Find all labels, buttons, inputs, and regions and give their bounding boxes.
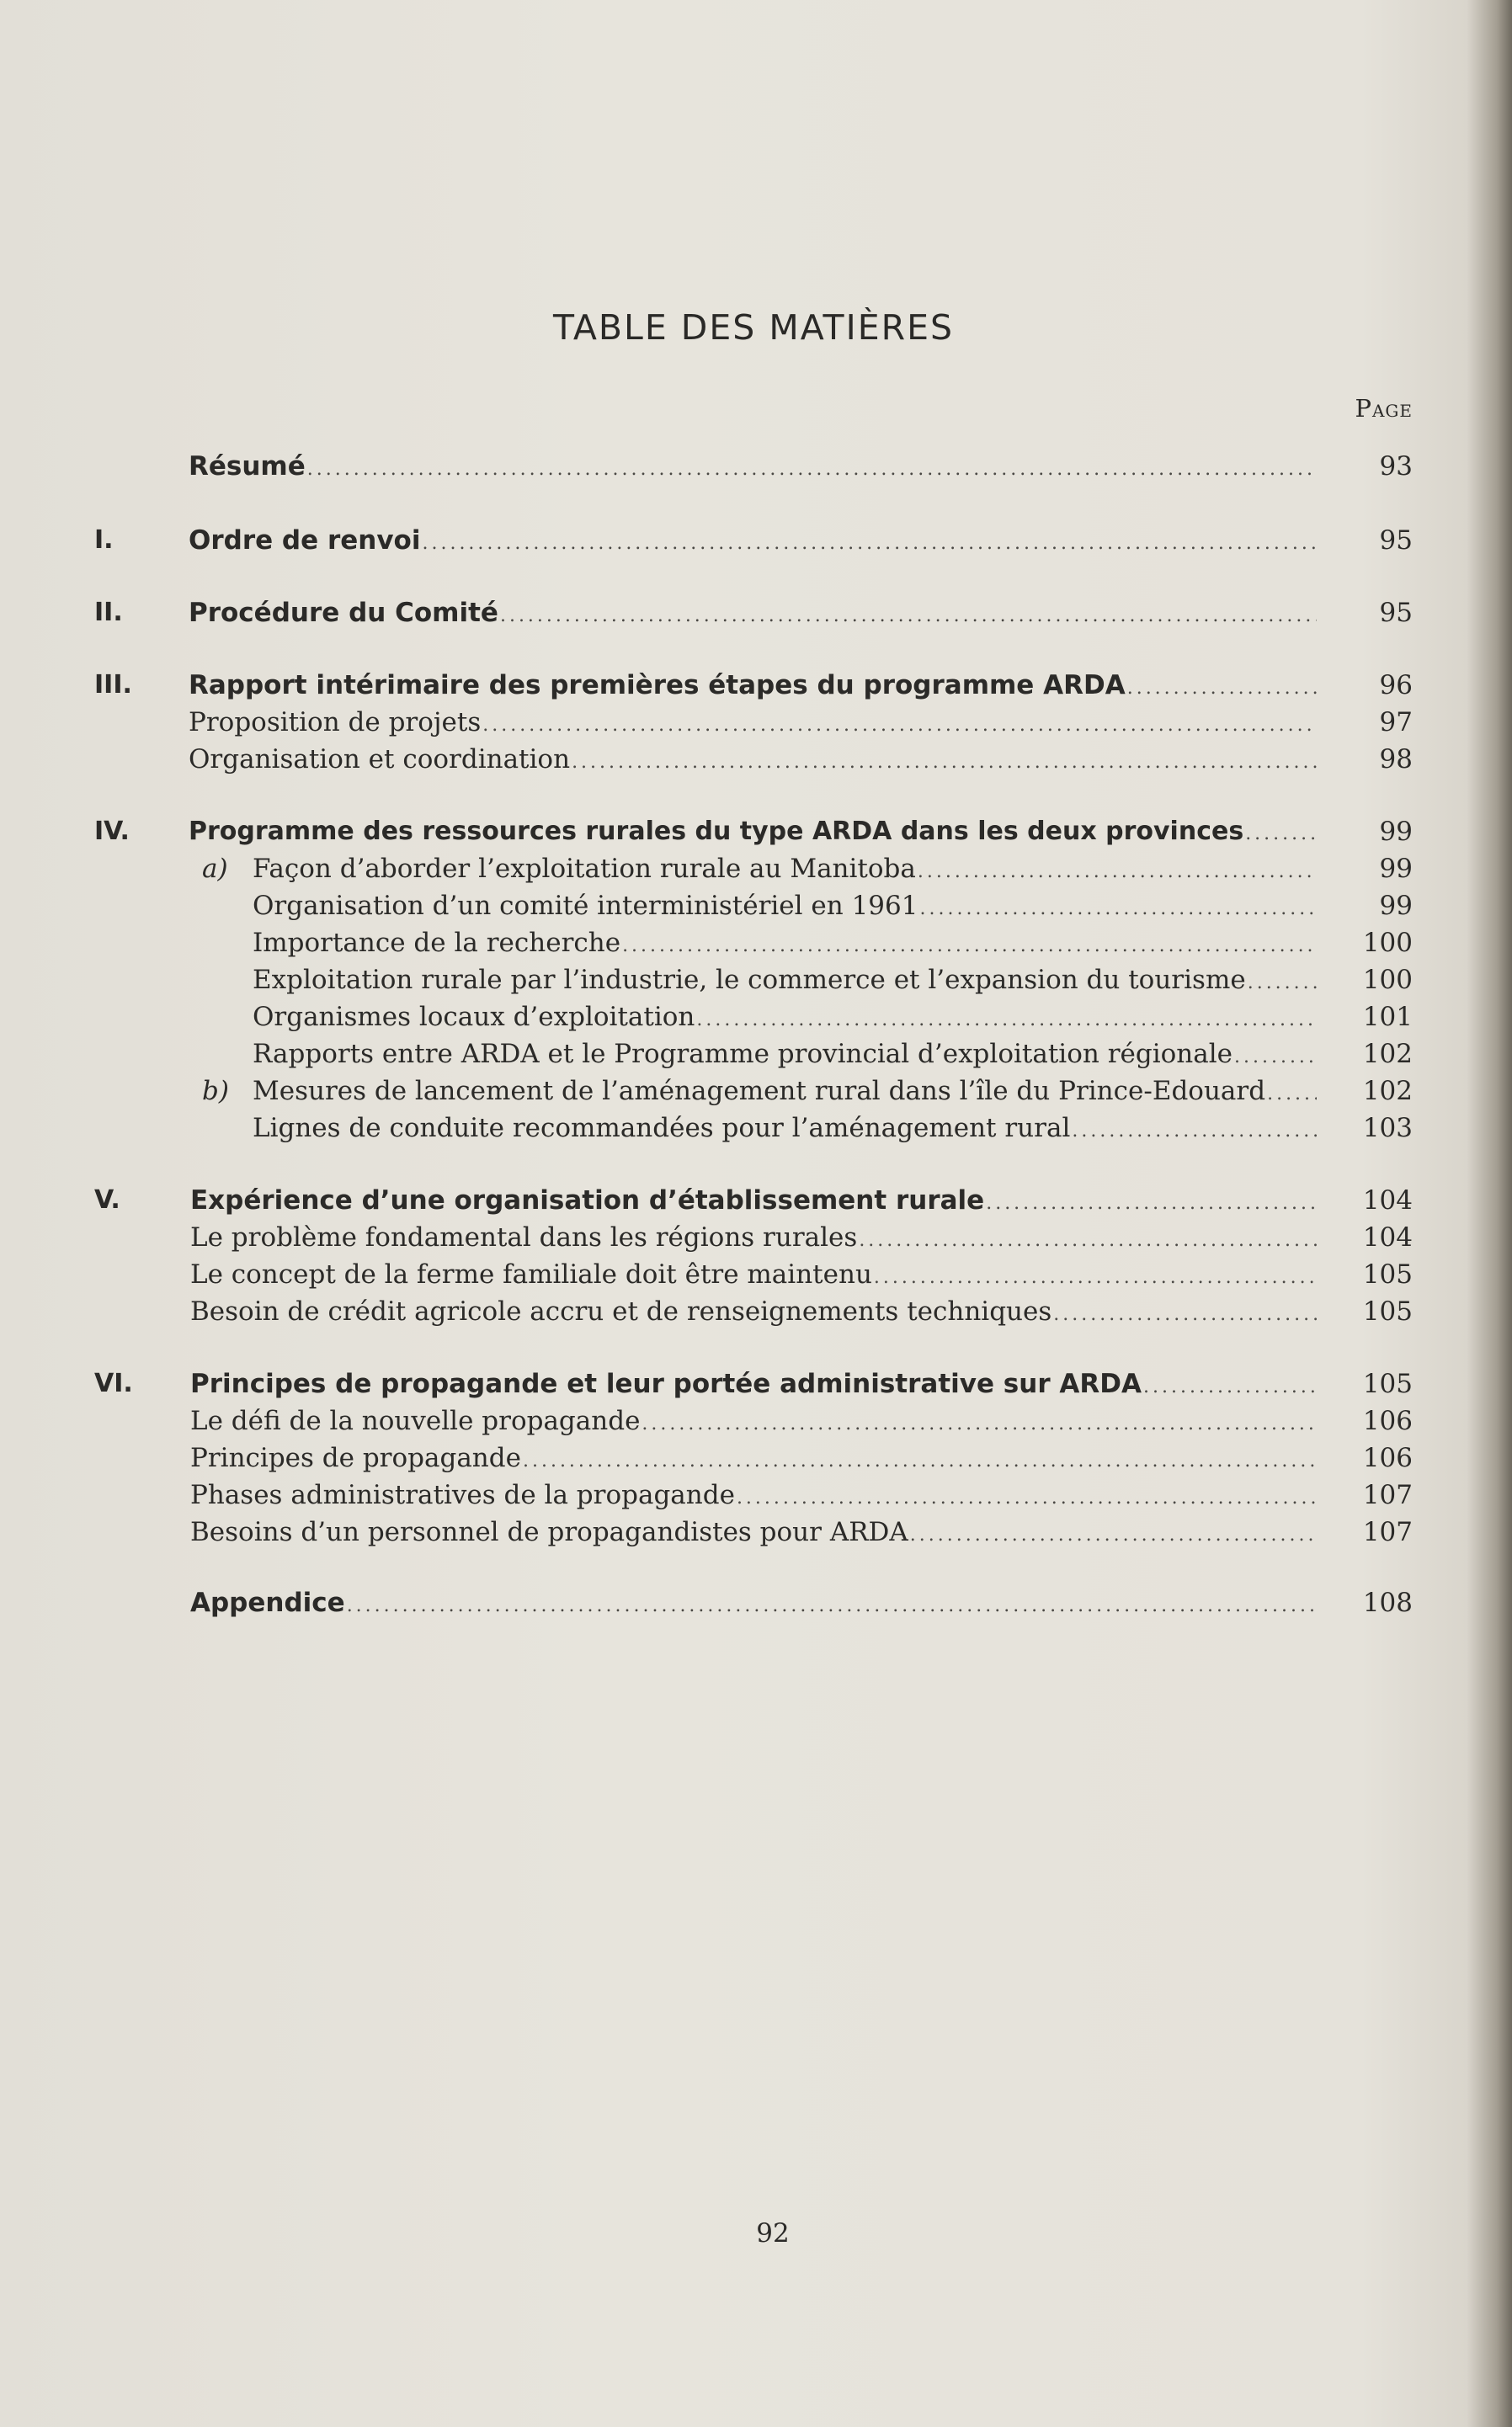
leader-dots [347, 1588, 1317, 1625]
toc-entry[interactable] [0, 1365, 1512, 1402]
toc-entry-label: Importance de la recherche [253, 928, 621, 958]
toc-entry-page: 99 [1379, 817, 1413, 847]
toc-entry[interactable] [0, 1110, 1512, 1147]
toc-entry[interactable] [0, 887, 1512, 924]
toc-entry-page: 105 [1362, 1369, 1413, 1399]
toc-entry-page: 99 [1379, 891, 1413, 921]
toc-entry[interactable] [0, 741, 1512, 778]
toc-entry-page: 99 [1379, 854, 1413, 884]
toc-entry[interactable] [0, 1293, 1512, 1330]
leader-dots [1053, 1296, 1317, 1333]
leader-dots [642, 1406, 1317, 1443]
leader-dots [307, 451, 1317, 488]
toc-entry-label: Le concept de la ferme familiale doit être maintenu [190, 1259, 872, 1290]
toc-entry-label: Besoins d’un personnel de propagandistes pour ARDA [190, 1517, 908, 1547]
toc-entry[interactable] [0, 1219, 1512, 1256]
toc-entry-page: 100 [1362, 965, 1413, 995]
toc-entry-label: Proposition de projets [189, 707, 482, 737]
toc-entry[interactable] [0, 1182, 1512, 1219]
leader-dots [919, 891, 1317, 928]
toc-entry[interactable] [0, 1440, 1512, 1477]
toc-entry-label: Procédure du Comité [189, 598, 498, 628]
toc-entry-page: 105 [1362, 1259, 1413, 1290]
leader-dots [1248, 965, 1317, 1002]
toc-entry-label: Expérience d’une organisation d’établissement rurale [190, 1185, 985, 1216]
toc-entry-page: 103 [1362, 1113, 1413, 1143]
toc-entry-label: Principes de propagande [190, 1443, 521, 1473]
toc-entry[interactable] [0, 850, 1512, 887]
leader-dots [1267, 1076, 1317, 1113]
toc-entry[interactable] [0, 1584, 1512, 1621]
leader-dots [1143, 1369, 1317, 1406]
toc-entry[interactable] [0, 961, 1512, 998]
toc-entry[interactable] [0, 594, 1512, 631]
page-title: TABLE DES MATIÈRES [552, 307, 955, 348]
toc-entry[interactable] [0, 998, 1512, 1035]
toc-entry-label: Mesures de lancement de l’aménagement rural dans l’île du Prince-Edouard [253, 1076, 1266, 1106]
toc-entry[interactable] [0, 1402, 1512, 1440]
toc-entry[interactable] [0, 924, 1512, 961]
toc-entry-label: Organismes locaux d’exploitation [253, 1002, 695, 1032]
toc-entry-page: 108 [1362, 1588, 1413, 1618]
toc-entry[interactable] [0, 704, 1512, 741]
toc-entry-page: 102 [1362, 1039, 1413, 1069]
toc-entry-page: 107 [1362, 1517, 1413, 1547]
toc-entry-page: 104 [1362, 1222, 1413, 1253]
leader-dots [859, 1222, 1317, 1259]
section-number: IV. [94, 817, 130, 846]
leader-dots [986, 1185, 1317, 1222]
toc-entry-page: 97 [1379, 707, 1413, 737]
section-number: III. [94, 670, 132, 700]
leader-dots [523, 1443, 1317, 1480]
leader-dots [422, 525, 1317, 562]
leader-dots [910, 1517, 1317, 1554]
leader-dots [737, 1480, 1317, 1517]
leader-dots [500, 598, 1317, 635]
toc-entry-label: Le défi de la nouvelle propagande [190, 1406, 641, 1436]
toc-entry[interactable] [0, 813, 1512, 850]
toc-entry-label: Programme des ressources rurales du type ARDA dans les deux provinces [189, 817, 1244, 846]
toc-entry[interactable] [0, 1072, 1512, 1110]
leader-dots [622, 928, 1317, 965]
section-number: VI. [94, 1369, 133, 1398]
toc-entry[interactable] [0, 1514, 1512, 1551]
leader-dots [918, 854, 1317, 891]
toc-entry-label: Phases administratives de la propagande [190, 1480, 735, 1510]
toc-entry-label: Besoin de crédit agricole accru et de renseignements techniques [190, 1296, 1052, 1327]
leader-dots [1127, 670, 1317, 707]
leader-dots [1072, 1113, 1317, 1150]
toc-entry-page: 96 [1379, 670, 1413, 700]
toc-entry-page: 105 [1362, 1296, 1413, 1327]
toc-entry-label: Rapports entre ARDA et le Programme provincial d’exploitation régionale [253, 1039, 1232, 1069]
toc-entry-page: 106 [1362, 1443, 1413, 1473]
toc-entry-label: Organisation d’un comité interministériel en 1961 [253, 891, 918, 921]
footer-page-number: 92 [756, 2218, 790, 2249]
toc-entry-page: 107 [1362, 1480, 1413, 1510]
toc-entry[interactable] [0, 667, 1512, 704]
toc-entry[interactable] [0, 1035, 1512, 1072]
toc-entry-page: 95 [1379, 598, 1413, 628]
page-column-header: Page [1355, 394, 1413, 423]
toc-entry-label: Appendice [190, 1588, 345, 1618]
toc-entry-label: Façon d’aborder l’exploitation rurale au Manitoba [253, 854, 916, 884]
toc-entry-page: 95 [1379, 525, 1413, 556]
leader-dots [1234, 1039, 1317, 1076]
leader-dots [572, 744, 1317, 781]
toc-entry-label: Résumé [189, 451, 306, 482]
toc-entry[interactable] [0, 1477, 1512, 1514]
leader-dots [874, 1259, 1317, 1296]
toc-entry-label: Lignes de conduite recommandées pour l’aménagement rural [253, 1113, 1071, 1143]
toc-entry[interactable] [0, 1256, 1512, 1293]
leader-dots [482, 707, 1317, 744]
toc-entry-label: Principes de propagande et leur portée administrative sur ARDA [190, 1369, 1142, 1399]
toc-entry-label: Exploitation rurale par l’industrie, le commerce et l’expansion du tourisme [253, 965, 1246, 995]
toc-entry-page: 106 [1362, 1406, 1413, 1436]
toc-entry-label: Le problème fondamental dans les régions rurales [190, 1222, 858, 1253]
leader-dots [696, 1002, 1317, 1039]
section-number: I. [94, 525, 114, 555]
section-number: V. [94, 1185, 120, 1215]
toc-entry-page: 98 [1379, 744, 1413, 774]
toc-entry-page: 104 [1362, 1185, 1413, 1216]
toc-entry[interactable] [0, 448, 1512, 485]
toc-entry-page: 102 [1362, 1076, 1413, 1106]
toc-entry-label: Organisation et coordination [189, 744, 571, 774]
toc-entry-label: Rapport intérimaire des premières étapes du programme ARDA [189, 670, 1126, 700]
subsection-letter: a) [202, 854, 228, 884]
toc-entry[interactable] [0, 522, 1512, 559]
section-number: II. [94, 598, 123, 627]
leader-dots [1245, 816, 1317, 853]
toc-entry-page: 101 [1362, 1002, 1413, 1032]
toc-entry-page: 100 [1362, 928, 1413, 958]
toc-entry-page: 93 [1379, 451, 1413, 482]
subsection-letter: b) [202, 1076, 229, 1106]
toc-entry-label: Ordre de renvoi [189, 525, 421, 556]
